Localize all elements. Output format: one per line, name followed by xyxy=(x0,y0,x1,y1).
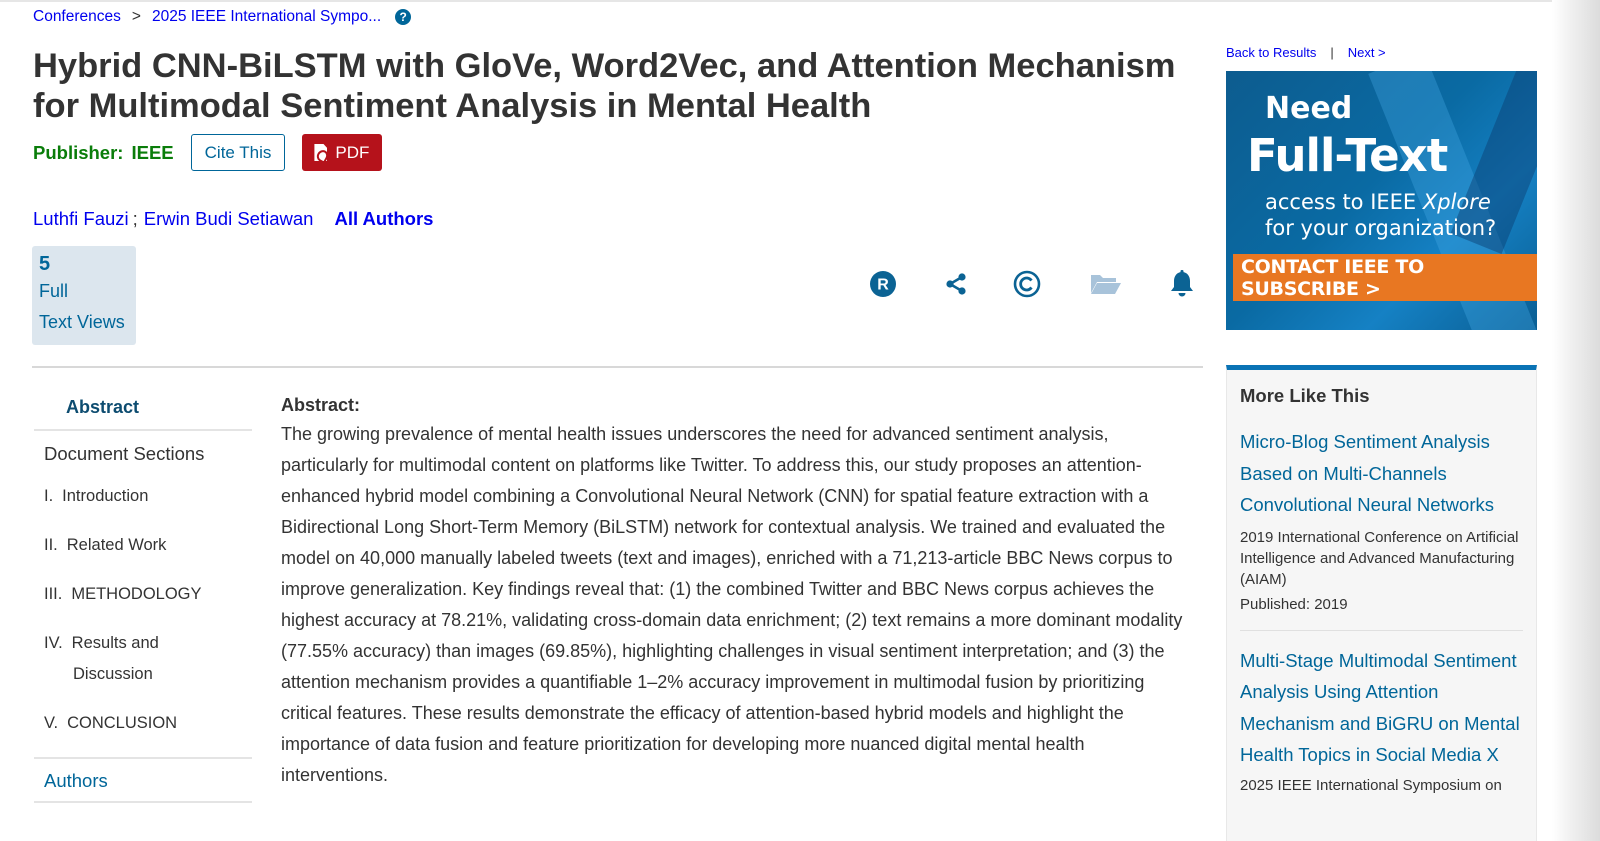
related-article-published: Published: 2019 xyxy=(1240,595,1348,613)
section-number: I. xyxy=(44,487,54,505)
ad-description xyxy=(1265,189,1496,241)
related-article-link[interactable]: Multi-Stage Multimodal Sentiment Analysis Using Attention Mechanism and BiGRU on Mental Health Topics in Social Media X xyxy=(1240,649,1520,765)
publisher-label: Publisher: xyxy=(33,141,124,163)
pdf-button[interactable] xyxy=(302,134,382,171)
publisher-row xyxy=(33,134,382,171)
author-separator: ; xyxy=(132,208,138,229)
section-label-continued: Discussion xyxy=(73,665,153,683)
section-label: Results and xyxy=(71,634,159,652)
metric-label-line2: Text Views xyxy=(39,312,125,332)
related-article xyxy=(1240,645,1523,796)
nav-abstract[interactable]: Abstract xyxy=(34,385,252,431)
abstract-text: The growing prevalence of mental health issues underscores the need for advanced sentiment analysis, particularly for multimodal content on platforms like Twitter. To address this, our study proposes an attention-enhanced hybrid model combining a Convolutional Neural Network (CNN) for spatial feature extraction with a Bidirectional Long Short-Term Memory (BiLSTM) network for contextual analysis. We trained and evaluated the model on 40,000 manually labeled tweets (text and images), enriched with a 71,213-article BBC News corpus to improve generalization. Key findings reveal that: (1) the combined Twitter and BBC News corpus achieves the highest accuracy at 78.21%, validating cross-domain data enrichment; (2) text remains a more dominant modality (77.55% accuracy) than images (69.85%), highlighting challenges in visual sentiment interpretation; and (3) the attention mechanism provides a quantifiable 1–2% accuracy improvement in multimodal fusion by prioritizing critical features. These results demonstrate the efficacy of attention-based hybrid models and highlight the importance of data fusion and feature prioritization for developing more nuanced digital mental health interventions. xyxy=(281,424,1183,785)
section-label: CONCLUSION xyxy=(67,714,178,732)
ad-line3-prefix: access to IEEE xyxy=(1265,190,1423,214)
section-number: IV. xyxy=(44,634,63,652)
section-number: V. xyxy=(44,714,59,732)
nav-section-results-discussion[interactable] xyxy=(34,628,252,690)
share-icon[interactable] xyxy=(942,270,970,298)
document-sections-heading: Document Sections xyxy=(44,443,205,464)
related-divider xyxy=(1240,630,1523,631)
rights-r-icon[interactable] xyxy=(869,270,897,298)
bell-alert-icon[interactable] xyxy=(1168,270,1196,298)
pdf-button-label: PDF xyxy=(335,142,370,162)
contact-ieee-subscribe-button[interactable]: CONTACT IEEE TO SUBSCRIBE > xyxy=(1233,254,1537,301)
svg-text:R: R xyxy=(877,276,889,294)
result-navigation xyxy=(1226,45,1386,60)
section-label: Introduction xyxy=(62,487,149,505)
more-like-this-panel xyxy=(1226,365,1537,841)
section-number: II. xyxy=(44,536,58,554)
subscribe-ad-banner[interactable] xyxy=(1226,71,1537,330)
section-number: III. xyxy=(44,585,63,603)
ad-line3-xplore: Xplore xyxy=(1422,190,1491,214)
full-text-views-metric[interactable] xyxy=(32,246,136,345)
related-article-link[interactable]: Micro-Blog Sentiment Analysis Based on Multi-Channels Convolutional Neural Networks xyxy=(1240,431,1494,515)
section-divider xyxy=(32,366,1203,368)
metric-label-line1: Full xyxy=(39,281,69,301)
breadcrumb xyxy=(33,8,411,26)
back-to-results-link[interactable]: Back to Results xyxy=(1226,45,1317,60)
related-article-venue: 2019 International Conference on Artificial Intelligence and Advanced Manufacturing (AIAM) xyxy=(1240,528,1519,588)
ad-line4: for your organization? xyxy=(1265,216,1497,240)
pdf-file-icon xyxy=(314,144,327,161)
nav-authors[interactable]: Authors xyxy=(34,759,252,803)
metric-value: 5 xyxy=(39,253,51,275)
breadcrumb-conference-name[interactable]: 2025 IEEE International Sympo... xyxy=(151,8,382,25)
next-link[interactable]: Next > xyxy=(1347,45,1386,60)
publisher-value: IEEE xyxy=(131,141,174,163)
nav-section-introduction[interactable] xyxy=(34,481,252,512)
cite-this-button[interactable]: Cite This xyxy=(191,134,286,171)
ad-line-need: Need xyxy=(1265,91,1353,126)
breadcrumb-separator: > xyxy=(131,8,141,25)
nav-section-related-work[interactable] xyxy=(34,530,252,561)
all-authors-link[interactable]: All Authors xyxy=(334,208,434,229)
nav-divider: | xyxy=(1330,45,1334,60)
ad-line-full-text: Full-Text xyxy=(1247,129,1448,182)
related-article xyxy=(1240,426,1523,615)
nav-section-methodology[interactable] xyxy=(34,579,252,610)
copyright-icon[interactable] xyxy=(1013,270,1041,298)
section-label: METHODOLOGY xyxy=(71,585,202,603)
author-link[interactable]: Luthfi Fauzi xyxy=(33,208,129,229)
document-sections-nav xyxy=(34,385,252,803)
abstract-section xyxy=(281,393,1191,791)
breadcrumb-conferences[interactable]: Conferences xyxy=(33,8,121,25)
more-like-this-heading: More Like This xyxy=(1240,385,1370,406)
page-title: Hybrid CNN-BiLSTM with GloVe, Word2Vec, and Attention Mechanism for Multimodal Sentiment Analysis in Mental Health xyxy=(33,47,1176,125)
nav-section-conclusion[interactable] xyxy=(34,708,252,739)
authors-row xyxy=(33,208,433,230)
author-link[interactable]: Erwin Budi Setiawan xyxy=(143,208,314,229)
top-border xyxy=(0,0,1600,2)
section-label: Related Work xyxy=(66,536,167,554)
window-edge-shadow xyxy=(1552,0,1600,841)
folder-icon[interactable] xyxy=(1090,270,1122,298)
question-circle-icon[interactable]: ? xyxy=(395,9,411,25)
publisher xyxy=(33,142,174,164)
abstract-heading: Abstract: xyxy=(281,395,361,415)
related-article-venue: 2025 IEEE International Symposium on xyxy=(1240,776,1502,794)
